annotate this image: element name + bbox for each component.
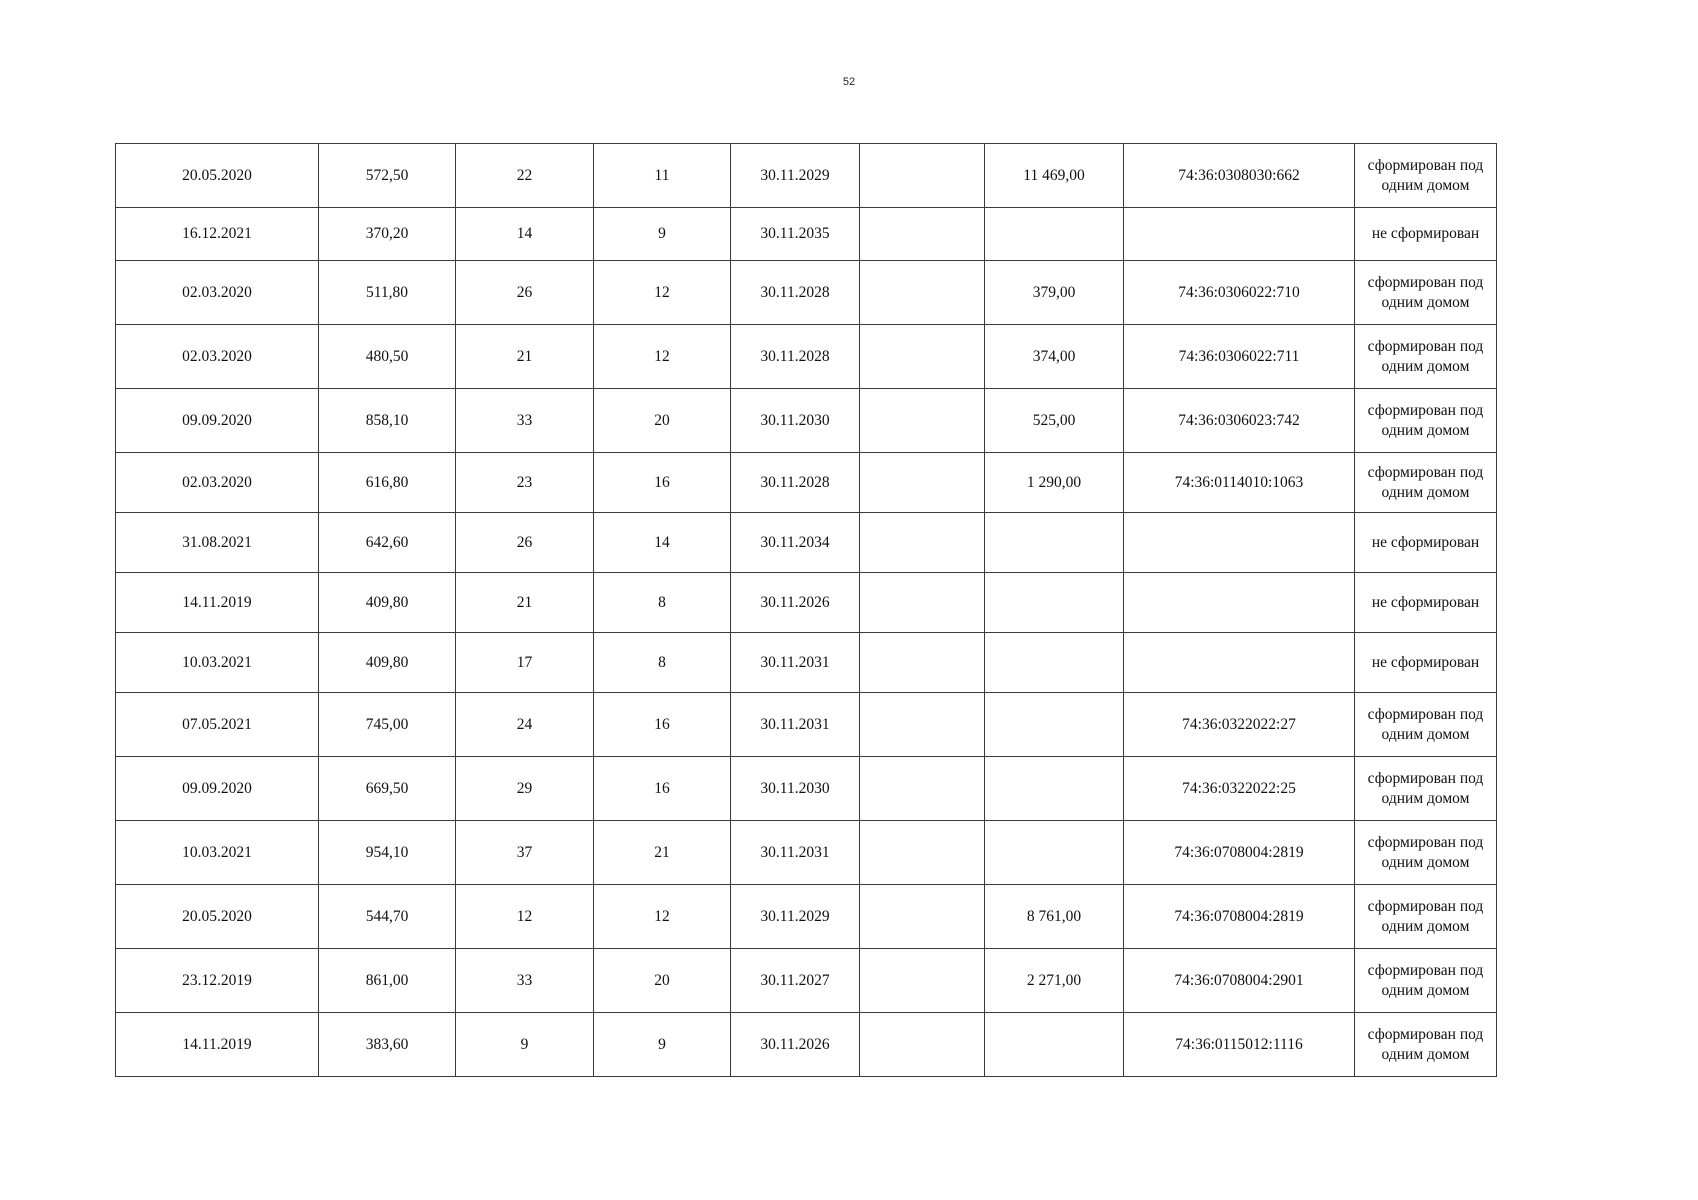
status-cell: не сформирован [1355, 573, 1497, 633]
date-cell: 14.11.2019 [116, 1013, 319, 1077]
count-cell: 22 [456, 144, 594, 208]
count-cell-2: 16 [594, 693, 731, 757]
count-cell: 12 [456, 885, 594, 949]
count-cell-2: 8 [594, 633, 731, 693]
date-cell: 10.03.2021 [116, 633, 319, 693]
count-cell: 37 [456, 821, 594, 885]
land-area-cell: 8 761,00 [985, 885, 1124, 949]
land-area-cell [985, 633, 1124, 693]
empty-cell [860, 633, 985, 693]
deadline-cell: 30.11.2028 [731, 453, 860, 513]
cadastral-number-cell: 74:36:0114010:1063 [1124, 453, 1355, 513]
deadline-cell: 30.11.2031 [731, 821, 860, 885]
status-cell: сформирован под одним домом [1355, 453, 1497, 513]
status-cell: сформирован под одним домом [1355, 1013, 1497, 1077]
status-cell: сформирован под одним домом [1355, 693, 1497, 757]
land-area-cell [985, 821, 1124, 885]
count-cell: 17 [456, 633, 594, 693]
table-body [116, 144, 1497, 1077]
area-cell: 511,80 [319, 261, 456, 325]
count-cell-2: 16 [594, 757, 731, 821]
date-cell: 20.05.2020 [116, 885, 319, 949]
count-cell-2: 9 [594, 208, 731, 261]
table-row [116, 757, 1497, 821]
count-cell-2: 16 [594, 453, 731, 513]
land-area-cell [985, 757, 1124, 821]
table-row [116, 949, 1497, 1013]
area-cell: 745,00 [319, 693, 456, 757]
cadastral-number-cell: 74:36:0322022:27 [1124, 693, 1355, 757]
land-area-cell [985, 693, 1124, 757]
land-area-cell [985, 513, 1124, 573]
table-row [116, 453, 1497, 513]
area-cell: 954,10 [319, 821, 456, 885]
count-cell-2: 8 [594, 573, 731, 633]
area-cell: 669,50 [319, 757, 456, 821]
cadastral-number-cell: 74:36:0306023:742 [1124, 389, 1355, 453]
empty-cell [860, 208, 985, 261]
status-cell: сформирован под одним домом [1355, 144, 1497, 208]
deadline-cell: 30.11.2031 [731, 633, 860, 693]
count-cell-2: 11 [594, 144, 731, 208]
status-cell: сформирован под одним домом [1355, 821, 1497, 885]
table-row [116, 821, 1497, 885]
count-cell: 24 [456, 693, 594, 757]
area-cell: 616,80 [319, 453, 456, 513]
deadline-cell: 30.11.2029 [731, 144, 860, 208]
land-area-cell: 11 469,00 [985, 144, 1124, 208]
count-cell: 33 [456, 389, 594, 453]
status-cell: сформирован под одним домом [1355, 261, 1497, 325]
table-row [116, 1013, 1497, 1077]
date-cell: 02.03.2020 [116, 325, 319, 389]
date-cell: 02.03.2020 [116, 261, 319, 325]
count-cell: 14 [456, 208, 594, 261]
date-cell: 20.05.2020 [116, 144, 319, 208]
deadline-cell: 30.11.2035 [731, 208, 860, 261]
cadastral-number-cell: 74:36:0708004:2819 [1124, 885, 1355, 949]
page-number: 52 [842, 76, 856, 88]
count-cell: 23 [456, 453, 594, 513]
cadastral-number-cell: 74:36:0708004:2819 [1124, 821, 1355, 885]
table-row [116, 389, 1497, 453]
empty-cell [860, 693, 985, 757]
table-row [116, 633, 1497, 693]
area-cell: 861,00 [319, 949, 456, 1013]
empty-cell [860, 261, 985, 325]
deadline-cell: 30.11.2026 [731, 1013, 860, 1077]
area-cell: 383,60 [319, 1013, 456, 1077]
empty-cell [860, 453, 985, 513]
status-cell: не сформирован [1355, 513, 1497, 573]
empty-cell [860, 757, 985, 821]
land-area-cell: 525,00 [985, 389, 1124, 453]
area-cell: 409,80 [319, 573, 456, 633]
date-cell: 14.11.2019 [116, 573, 319, 633]
deadline-cell: 30.11.2029 [731, 885, 860, 949]
empty-cell [860, 1013, 985, 1077]
area-cell: 480,50 [319, 325, 456, 389]
empty-cell [860, 325, 985, 389]
cadastral-number-cell: 74:36:0306022:710 [1124, 261, 1355, 325]
status-cell: сформирован под одним домом [1355, 389, 1497, 453]
data-table [115, 143, 1497, 1077]
land-area-cell [985, 208, 1124, 261]
area-cell: 409,80 [319, 633, 456, 693]
land-area-cell: 379,00 [985, 261, 1124, 325]
count-cell-2: 12 [594, 261, 731, 325]
empty-cell [860, 821, 985, 885]
deadline-cell: 30.11.2030 [731, 389, 860, 453]
count-cell-2: 21 [594, 821, 731, 885]
cadastral-number-cell: 74:36:0322022:25 [1124, 757, 1355, 821]
table-row [116, 261, 1497, 325]
date-cell: 10.03.2021 [116, 821, 319, 885]
land-area-cell [985, 1013, 1124, 1077]
count-cell: 26 [456, 261, 594, 325]
cadastral-number-cell: 74:36:0306022:711 [1124, 325, 1355, 389]
area-cell: 642,60 [319, 513, 456, 573]
cadastral-number-cell [1124, 633, 1355, 693]
land-area-cell: 1 290,00 [985, 453, 1124, 513]
cadastral-number-cell [1124, 513, 1355, 573]
status-cell: сформирован под одним домом [1355, 949, 1497, 1013]
table-row [116, 144, 1497, 208]
count-cell: 21 [456, 325, 594, 389]
status-cell: сформирован под одним домом [1355, 757, 1497, 821]
date-cell: 09.09.2020 [116, 757, 319, 821]
table-row [116, 693, 1497, 757]
count-cell: 33 [456, 949, 594, 1013]
status-cell: сформирован под одним домом [1355, 325, 1497, 389]
area-cell: 370,20 [319, 208, 456, 261]
deadline-cell: 30.11.2031 [731, 693, 860, 757]
land-area-cell [985, 573, 1124, 633]
status-cell: сформирован под одним домом [1355, 885, 1497, 949]
land-area-cell: 374,00 [985, 325, 1124, 389]
date-cell: 31.08.2021 [116, 513, 319, 573]
land-area-cell: 2 271,00 [985, 949, 1124, 1013]
cadastral-number-cell: 74:36:0115012:1116 [1124, 1013, 1355, 1077]
deadline-cell: 30.11.2030 [731, 757, 860, 821]
empty-cell [860, 389, 985, 453]
date-cell: 07.05.2021 [116, 693, 319, 757]
area-cell: 858,10 [319, 389, 456, 453]
count-cell: 26 [456, 513, 594, 573]
count-cell-2: 20 [594, 949, 731, 1013]
empty-cell [860, 144, 985, 208]
empty-cell [860, 513, 985, 573]
cadastral-number-cell [1124, 573, 1355, 633]
deadline-cell: 30.11.2027 [731, 949, 860, 1013]
table-row [116, 573, 1497, 633]
date-cell: 16.12.2021 [116, 208, 319, 261]
empty-cell [860, 949, 985, 1013]
table-row [116, 885, 1497, 949]
cadastral-number-cell: 74:36:0708004:2901 [1124, 949, 1355, 1013]
count-cell-2: 12 [594, 325, 731, 389]
table-row [116, 325, 1497, 389]
count-cell-2: 9 [594, 1013, 731, 1077]
count-cell-2: 12 [594, 885, 731, 949]
date-cell: 02.03.2020 [116, 453, 319, 513]
count-cell-2: 14 [594, 513, 731, 573]
status-cell: не сформирован [1355, 208, 1497, 261]
deadline-cell: 30.11.2026 [731, 573, 860, 633]
count-cell: 21 [456, 573, 594, 633]
count-cell: 9 [456, 1013, 594, 1077]
table-row [116, 208, 1497, 261]
area-cell: 572,50 [319, 144, 456, 208]
count-cell-2: 20 [594, 389, 731, 453]
count-cell: 29 [456, 757, 594, 821]
deadline-cell: 30.11.2034 [731, 513, 860, 573]
deadline-cell: 30.11.2028 [731, 261, 860, 325]
area-cell: 544,70 [319, 885, 456, 949]
table-row [116, 513, 1497, 573]
deadline-cell: 30.11.2028 [731, 325, 860, 389]
date-cell: 23.12.2019 [116, 949, 319, 1013]
cadastral-number-cell [1124, 208, 1355, 261]
empty-cell [860, 573, 985, 633]
cadastral-number-cell: 74:36:0308030:662 [1124, 144, 1355, 208]
date-cell: 09.09.2020 [116, 389, 319, 453]
empty-cell [860, 885, 985, 949]
status-cell: не сформирован [1355, 633, 1497, 693]
